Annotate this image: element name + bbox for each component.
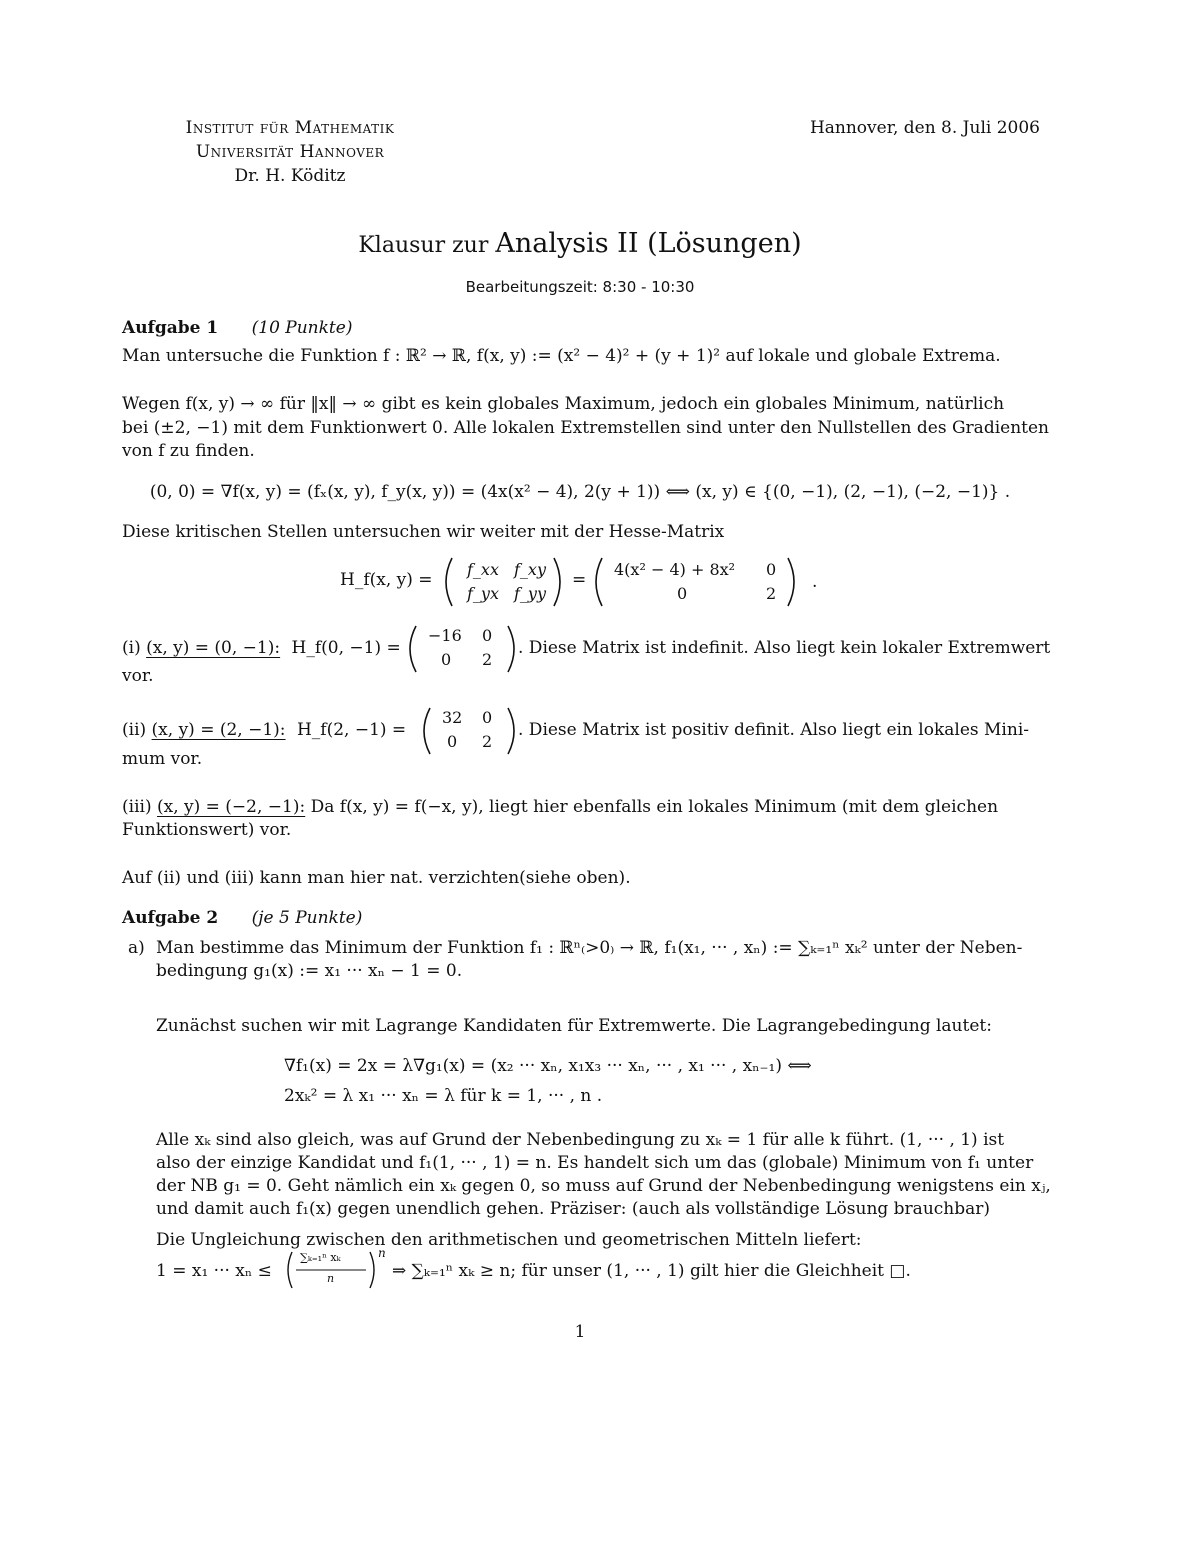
gradient-equation: (0, 0) = ∇f(x, y) = (fₓ(x, y), f_y(x, y)) = (4x(x² − 4), 2(y + 1)) ⟺ (x, y) ∈ {(0, −1), (2, −1), (−2, −1)} . [149,482,1011,502]
lagrange-eq2: 2xₖ² = λ x₁ ··· xₙ = λ für k = 1, ··· , n . [284,1086,603,1106]
case2-paren-left [424,708,430,754]
case2-m-a: 32 [442,708,463,727]
case2-matrix-parens [418,706,522,756]
case2-m-c: 0 [447,732,458,751]
ungleichung-numerator: ∑ₖ₌₁ⁿ xₖ [300,1251,341,1264]
ungleichung-exponent: n [378,1246,386,1260]
case1-paren-left [410,626,416,672]
aufgabe1-para-line3: von f zu finden. [122,441,255,461]
page-title [0,228,1160,259]
aufgabe1-closing: Auf (ii) und (iii) kann man hier nat. verzichten(siehe oben). [122,868,631,888]
case2-m-b: 0 [482,708,493,727]
aufgabe2-a-line2: bedingung g₁(x) := x₁ ··· xₙ − 1 = 0. [156,961,463,981]
aufgabe2-para-line4: und damit auch f₁(x) gegen unendlich gehen. Präziser: (auch als vollständige Lösung brauchbar) [156,1199,991,1219]
hesse-intro: Diese kritischen Stellen untersuchen wir weiter mit der Hesse-Matrix [122,522,725,542]
lagrange-eq1: ∇f₁(x) = 2x = λ∇g₁(x) = (x₂ ··· xₙ, x₁x₃ ··· xₙ, ··· , x₁ ··· , xₙ₋₁) ⟺ [284,1056,812,1076]
case3-label: (iii) [122,797,157,817]
aufgabe2-para-line1: Alle xₖ sind also gleich, was auf Grund der Nebenbedingung zu xₖ = 1 für alle k führt. (1, ··· , 1) ist [156,1130,1005,1150]
aufgabe1-title: Aufgabe 1 [122,318,219,338]
hesse-dot: . [812,572,818,592]
paren-right-2 [788,558,794,606]
case2-line [122,720,406,740]
case2-text: . Diese Matrix ist positiv definit. Also liegt ein lokales Mini- [518,720,1029,740]
case3-line [122,797,998,817]
ungleichung-lhs: 1 = x₁ ··· xₙ ≤ [156,1261,272,1281]
ungleichung-intro: Die Ungleichung zwischen den arithmetischen und geometrischen Mitteln liefert: [156,1230,862,1250]
aufgabe2-title: Aufgabe 2 [122,908,219,928]
case2-H: H_f(2, −1) = [296,720,407,740]
hesse-m2-b: 0 [766,560,777,579]
hesse-lhs: H_f(x, y) = [340,570,433,590]
title-main: Analysis II [495,228,639,259]
ungl-paren-left [288,1252,292,1288]
aufgabe1-para-line2: bei (±2, −1) mit dem Funktionwert 0. Alle lokalen Extremstellen sind unter den Nullstellen des Gradienten [122,418,1049,438]
case2-m-d: 2 [482,732,493,751]
case1-m-d: 2 [482,650,493,669]
hesse-equals: = [572,570,587,590]
hesse-m2-a: 4(x² − 4) + 8x² [614,560,736,579]
title-suffix: (Lösungen) [638,228,802,259]
paren-left-2 [596,558,602,606]
case1-paren-right [508,626,514,672]
case2-text-line2: mum vor. [122,749,203,769]
paren-left-1 [446,558,452,606]
hesse-m2-d: 2 [766,584,777,603]
hesse-m1-a: f_xx [467,560,499,579]
case1-m-a: −16 [428,626,462,645]
institute-name: Institut für Mathematik [185,118,395,138]
hesse-m2-c: 0 [677,584,688,603]
case1-point: (x, y) = (0, −1): [146,638,281,658]
page-number: 1 [574,1322,586,1342]
aufgabe1-heading [122,318,352,338]
case2-point: (x, y) = (2, −1): [151,720,286,740]
aufgabe1-points: (10 Punkte) [251,318,353,338]
case1-m-c: 0 [441,650,452,669]
case1-text-line2: vor. [122,666,154,686]
aufgabe2-a-label: a) [128,938,145,958]
case3-point: (x, y) = (−2, −1): [156,797,306,817]
paren-right-1 [554,558,560,606]
aufgabe1-para-line1: Wegen f(x, y) → ∞ für ‖x‖ → ∞ gibt es kein globales Maximum, jedoch ein globales Minimum, natürlich [122,394,1005,414]
university-name: Universität Hannover [195,142,385,162]
hesse-m1-b: f_xy [514,560,546,579]
date-line: Hannover, den 8. Juli 2006 [809,118,1040,138]
ungl-paren-right [370,1252,374,1288]
case1-H: H_f(0, −1) = [291,638,401,658]
case1-text: . Diese Matrix ist indefinit. Also liegt kein lokaler Extremwert [518,638,1051,658]
case1-m-b: 0 [482,626,493,645]
case2-label: (ii) [122,720,152,740]
time-line: Bearbeitungszeit: 8:30 - 10:30 [465,278,695,296]
author-name: Dr. H. Köditz [234,166,346,186]
aufgabe2-a-line1: Man bestimme das Minimum der Funktion f₁ : ℝⁿ₍>0₎ → ℝ, f₁(x₁, ··· , xₙ) := ∑ₖ₌₁ⁿ xₖ² unter der Neben- [156,938,1023,958]
case1-matrix-parens [404,624,522,674]
hesse-m1-d: f_yy [514,584,546,603]
aufgabe1-problem: Man untersuche die Funktion f : ℝ² → ℝ, f(x, y) := (x² − 4)² + (y + 1)² auf lokale und globale Extrema. [122,346,1001,366]
case2-paren-right [508,708,514,754]
ungleichung-rhs: ⇒ ∑ₖ₌₁ⁿ xₖ ≥ n; für unser (1, ··· , 1) gilt hier die Gleichheit □. [392,1261,911,1281]
aufgabe2-points: (je 5 Punkte) [251,908,363,928]
aufgabe2-heading [122,908,362,928]
case3-text-line2: Funktionswert) vor. [122,820,292,840]
aufgabe2-para-line3: der NB g₁ = 0. Geht nämlich ein xₖ gegen 0, so muss auf Grund der Nebenbedingung wenigstens ein xⱼ, [156,1176,1051,1196]
aufgabe2-para-line2: also der einzige Kandidat und f₁(1, ··· , 1) = n. Es handelt sich um das (globale) Minimum von f₁ unter [156,1153,1034,1173]
case1-line [122,638,401,658]
case1-label: (i) [122,638,147,658]
hesse-m1-c: f_yx [467,584,499,603]
ungleichung-denominator: n [327,1272,335,1285]
lagrange-intro: Zunächst suchen wir mit Lagrange Kandidaten für Extremwerte. Die Lagrangebedingung lautet: [156,1016,992,1036]
title-prefix: Klausur zur [358,233,496,258]
case3-text: Da f(x, y) = f(−x, y), liegt hier ebenfalls ein lokales Minimum (mit dem gleichen [305,797,999,817]
